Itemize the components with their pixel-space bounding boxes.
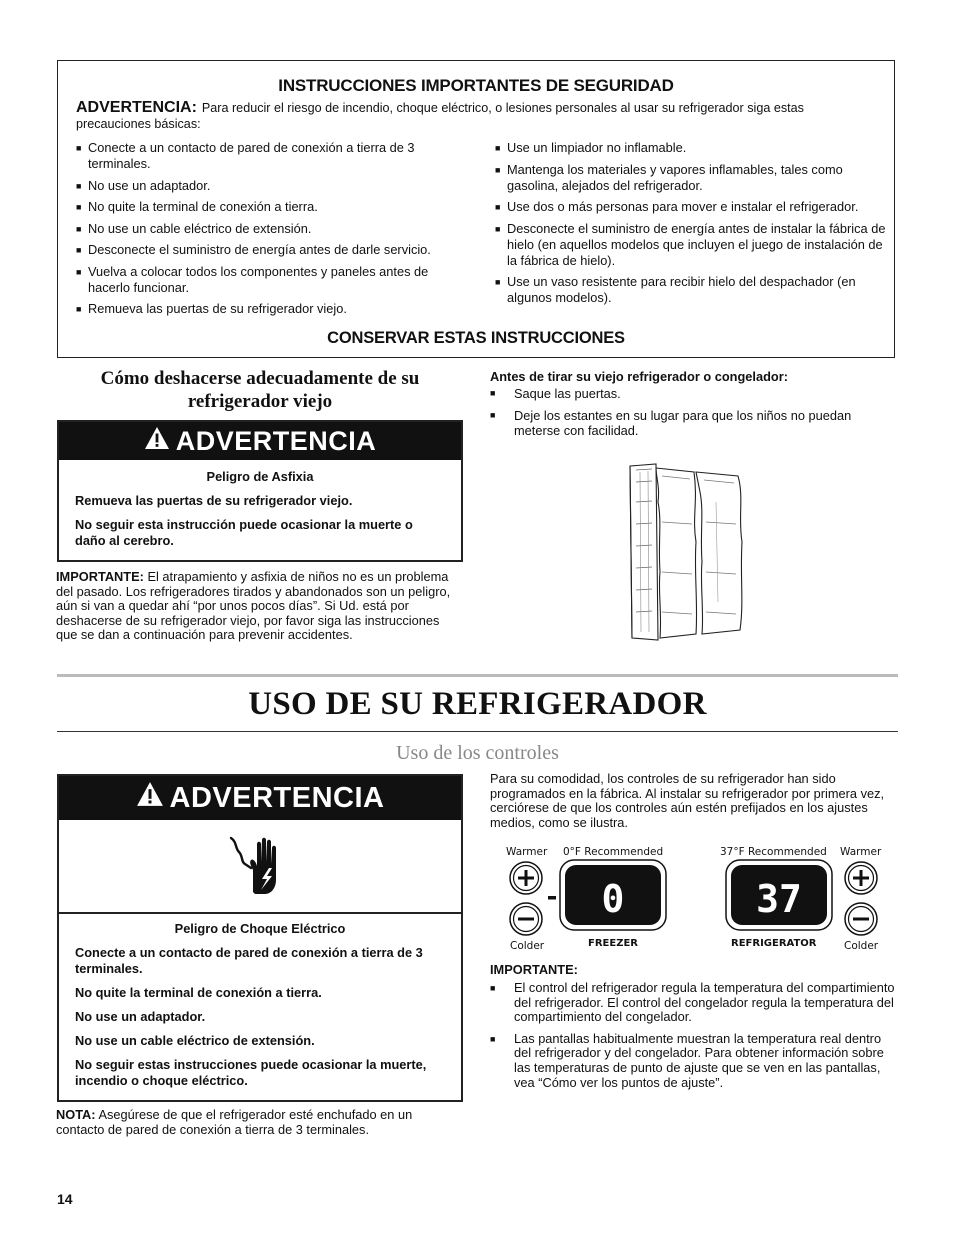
freezer-recommended-label: 0°F Recommended bbox=[563, 846, 664, 858]
asphyxia-warning-box bbox=[57, 420, 463, 562]
warning-line: No quite la terminal de conexión a tierra. bbox=[75, 985, 322, 1000]
warning-line: Remueva las puertas de su refrigerador viejo. bbox=[75, 493, 353, 508]
fridge-colder-label: Colder bbox=[844, 940, 879, 952]
important-heading: IMPORTANTE: bbox=[490, 962, 578, 977]
warning-line: No use un adaptador. bbox=[75, 1009, 206, 1024]
refrigerator-illustration bbox=[622, 462, 762, 644]
nota-label: NOTA: bbox=[56, 1107, 96, 1122]
list-item: ■ Desconecte el suministro de energía antes de darle servicio. bbox=[76, 242, 471, 258]
safety-intro bbox=[76, 100, 876, 132]
warning-triangle-icon bbox=[144, 426, 170, 457]
warning-banner-label: ADVERTENCIA bbox=[169, 781, 385, 814]
safety-footer: CONSERVAR ESTAS INSTRUCCIONES bbox=[327, 329, 625, 347]
safety-left-list bbox=[76, 140, 471, 323]
list-item: ■ Use un vaso resistente para recibir hielo del despachador (en algunos modelos). bbox=[495, 274, 887, 306]
safety-intro-text: Para reducir el riesgo de incendio, choque eléctrico, o lesiones personales al usar su refrigerador siga estas precauciones básicas: bbox=[76, 101, 804, 131]
list-item: ■ No quite la terminal de conexión a tierra. bbox=[76, 199, 471, 215]
electric-shock-hand-icon bbox=[225, 834, 295, 898]
freezer-minus-button[interactable] bbox=[510, 903, 542, 935]
electric-shock-warning-box bbox=[57, 774, 463, 1102]
fridge-plus-button[interactable] bbox=[845, 862, 877, 894]
list-item: ■ Las pantallas habitualmente muestran la temperatura real dentro del refrigerador y del congelador. Para obtener información sobre las temperaturas de punto de ajuste que se ven en las pantallas, vea “Cómo ver los puntos de ajuste”. bbox=[490, 1032, 896, 1090]
important-label: IMPORTANTE: bbox=[56, 569, 144, 584]
safety-intro-label: ADVERTENCIA: bbox=[76, 99, 197, 116]
control-panel-illustration bbox=[490, 843, 890, 955]
list-item: ■ Saque las puertas. bbox=[490, 386, 895, 402]
warning-body bbox=[59, 914, 461, 1089]
nota-text: Asegúrese de que el refrigerador esté enchufado en un contacto de pared de conexión a tierra de 3 terminales. bbox=[56, 1107, 413, 1137]
list-item: ■ No use un cable eléctrico de extensión. bbox=[76, 221, 471, 237]
warning-line: No seguir estas instrucciones puede ocasionar la muerte, incendio o choque eléctrico. bbox=[75, 1057, 427, 1088]
hazard-title: Peligro de Asfixia bbox=[206, 469, 314, 484]
fridge-recommended-label: 37°F Recommended bbox=[720, 846, 827, 858]
safety-instructions-box bbox=[57, 60, 895, 358]
fridge-warmer-label: Warmer bbox=[840, 846, 882, 858]
safety-title: INSTRUCCIONES IMPORTANTES DE SEGURIDAD bbox=[278, 76, 674, 95]
list-item: ■ Conecte a un contacto de pared de conexión a tierra de 3 terminales. bbox=[76, 140, 471, 172]
list-item: ■ Vuelva a colocar todos los componentes y paneles antes de hacerlo funcionar. bbox=[76, 264, 471, 296]
shock-icon-area bbox=[59, 820, 461, 914]
nota-paragraph bbox=[56, 1108, 461, 1137]
warning-banner-label: ADVERTENCIA bbox=[175, 425, 377, 456]
important-list bbox=[490, 981, 896, 1097]
disposal-heading: Cómo deshacerse adecuadamente de su refrigerador viejo bbox=[100, 368, 420, 412]
fridge-display-value: 37 bbox=[756, 877, 802, 921]
list-item: ■ Deje los estantes en su lugar para que los niños no puedan meterse con facilidad. bbox=[490, 408, 895, 439]
important-text: El atrapamiento y asfixia de niños no es un problema del pasado. Los refrigeradores tirados y abandonados son un peligro, aún si van a quedar ahí “por unos pocos días”. Si Ud. está por deshacerse de su refrigerador viejo, por favor siga las instrucciones que se dan a continuación para prevenir accidentes. bbox=[56, 569, 451, 643]
warning-banner bbox=[59, 776, 461, 820]
freezer-plus-button[interactable] bbox=[510, 862, 542, 894]
freezer-warmer-label: Warmer bbox=[506, 846, 548, 858]
section-divider bbox=[57, 674, 898, 677]
list-item: ■ Desconecte el suministro de energía antes de instalar la fábrica de hielo (en aquellos modelos que incluyen el juego de instalación de la fábrica de hielo). bbox=[495, 221, 887, 269]
list-item: ■ El control del refrigerador regula la temperatura del compartimiento del refrigerador. El control del congelador regula la temperatura del compartimiento del congelador. bbox=[490, 981, 896, 1025]
freezer-colder-label: Colder bbox=[510, 940, 545, 952]
title-underline bbox=[57, 731, 898, 732]
list-item: ■ Use dos o más personas para mover e instalar el refrigerador. bbox=[495, 199, 887, 215]
warning-body bbox=[59, 460, 461, 549]
warning-line: Conecte a un contacto de pared de conexión a tierra de 3 terminales. bbox=[75, 945, 423, 976]
warning-banner bbox=[59, 422, 461, 460]
hazard-title: Peligro de Choque Eléctrico bbox=[174, 921, 346, 936]
warning-line: No use un cable eléctrico de extensión. bbox=[75, 1033, 315, 1048]
freezer-display-value: 0 bbox=[601, 877, 625, 921]
list-item: ■ Remueva las puertas de su refrigerador viejo. bbox=[76, 301, 471, 317]
list-item: ■ No use un adaptador. bbox=[76, 178, 471, 194]
list-item: ■ Use un limpiador no inflamable. bbox=[495, 140, 887, 156]
before-disposal-list bbox=[490, 386, 895, 445]
safety-right-list bbox=[495, 140, 887, 312]
page-number: 14 bbox=[57, 1191, 73, 1207]
list-item: ■ Mantenga los materiales y vapores inflamables, tales como gasolina, alejados del refrigerador. bbox=[495, 162, 887, 194]
fridge-minus-button[interactable] bbox=[845, 903, 877, 935]
fridge-label: REFRIGERATOR bbox=[731, 938, 817, 949]
before-disposal-heading: Antes de tirar su viejo refrigerador o congelador: bbox=[490, 369, 788, 384]
controls-intro-paragraph: Para su comodidad, los controles de su refrigerador han sido programados en la fábrica. Al instalar su refrigerador por primera vez, cerciórese de que los controles aún estén prefijados en los ajustes medios, como se ilustra. bbox=[490, 771, 885, 830]
important-paragraph bbox=[56, 570, 461, 643]
page-title: USO DE SU REFRIGERADOR bbox=[248, 686, 707, 722]
freezer-label: FREEZER bbox=[588, 938, 638, 949]
minus-icon bbox=[518, 918, 534, 921]
section-subtitle: Uso de los controles bbox=[396, 742, 559, 764]
warning-line: No seguir esta instrucción puede ocasionar la muerte o daño al cerebro. bbox=[75, 517, 413, 548]
freezer-minus-dash bbox=[548, 896, 556, 900]
warning-triangle-icon bbox=[136, 781, 164, 815]
